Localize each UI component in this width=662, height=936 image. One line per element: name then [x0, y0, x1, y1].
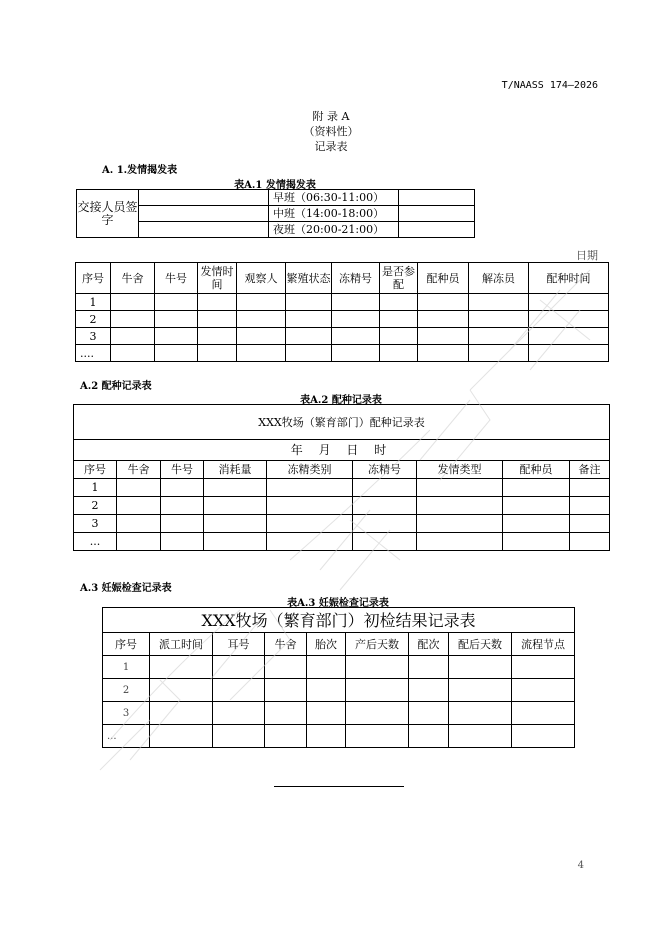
row-index: 3 — [103, 702, 150, 725]
page-number: 4 — [577, 860, 584, 871]
col-header: 牛号 — [155, 263, 198, 294]
row-index: 2 — [76, 311, 111, 328]
table-row — [103, 725, 575, 748]
handover-cell — [399, 206, 475, 222]
table-row — [103, 702, 575, 725]
appendix-title: 附 录 A — [312, 110, 350, 123]
col-header: 繁殖状态 — [286, 263, 332, 294]
handover-cell — [399, 190, 475, 206]
section2-heading: A.2 配种记录表 — [80, 381, 152, 392]
table-a1-caption: 表A.1 发情揭发表 — [234, 180, 316, 191]
shift-morning: 早班（06:30-11:00） — [269, 190, 399, 206]
col-header: 流程节点 — [512, 633, 575, 656]
col-header: 配种时间 — [529, 263, 609, 294]
row-index: 2 — [103, 679, 150, 702]
col-header: 冻精类别 — [267, 461, 353, 479]
handover-cell — [139, 206, 269, 222]
row-index: ... — [74, 533, 117, 551]
table-row — [76, 328, 609, 345]
table-row — [103, 656, 575, 679]
col-header: 是否参配 — [380, 263, 418, 294]
table-row — [74, 533, 610, 551]
table-row — [103, 679, 575, 702]
col-header: 配种员 — [503, 461, 570, 479]
col-header: 牛舍 — [111, 263, 155, 294]
table-a2-date-line: 年 月 日 时 — [74, 440, 610, 461]
col-header: 牛舍 — [265, 633, 307, 656]
handover-table — [76, 189, 475, 238]
col-header: 观察人 — [237, 263, 286, 294]
table-row — [74, 515, 610, 533]
col-header: 序号 — [103, 633, 150, 656]
col-header: 配次 — [409, 633, 449, 656]
col-header: 备注 — [570, 461, 610, 479]
col-header: 消耗量 — [204, 461, 267, 479]
end-rule — [274, 786, 404, 787]
col-header: 牛舍 — [117, 461, 161, 479]
row-index: ... — [103, 725, 150, 748]
table-a2-caption: 表A.2 配种记录表 — [300, 395, 382, 406]
date-label: 日期 — [576, 249, 598, 262]
row-index: 3 — [74, 515, 117, 533]
col-header: 发情类型 — [417, 461, 503, 479]
col-header: 序号 — [76, 263, 111, 294]
col-header: 序号 — [74, 461, 117, 479]
row-index: 2 — [74, 497, 117, 515]
handover-cell — [139, 222, 269, 238]
pregnancy-check-table — [102, 607, 575, 748]
appendix-type: （资料性） — [303, 125, 359, 138]
document-id: T/NAASS 174—2026 — [501, 80, 598, 91]
shift-midday: 中班（14:00-18:00） — [269, 206, 399, 222]
col-header: 派工时间 — [150, 633, 213, 656]
col-header: 产后天数 — [346, 633, 409, 656]
shift-night: 夜班（20:00-21:00） — [269, 222, 399, 238]
col-header: 冻精号 — [353, 461, 417, 479]
row-index: 3 — [76, 328, 111, 345]
col-header: 冻精号 — [332, 263, 380, 294]
row-index: 1 — [103, 656, 150, 679]
handover-cell — [139, 190, 269, 206]
col-header: 胎次 — [307, 633, 346, 656]
table-row — [76, 345, 609, 362]
table-a2-title: XXX牧场（繁育部门）配种记录表 — [74, 405, 610, 440]
col-header: 解冻员 — [469, 263, 529, 294]
row-index: .... — [76, 345, 111, 362]
breeding-table — [73, 404, 610, 551]
table-a3-caption: 表A.3 妊娠检查记录表 — [287, 598, 389, 609]
row-index: 1 — [76, 294, 111, 311]
section1-heading: A. 1.发情揭发表 — [102, 165, 178, 176]
estrus-table — [75, 262, 609, 362]
col-header: 发情时间 — [198, 263, 237, 294]
table-a3-title: XXX牧场（繁育部门）初检结果记录表 — [103, 608, 575, 633]
table-row — [76, 294, 609, 311]
table-row — [74, 479, 610, 497]
col-header: 配种员 — [418, 263, 469, 294]
section3-heading: A.3 妊娠检查记录表 — [80, 583, 172, 594]
row-index: 1 — [74, 479, 117, 497]
handover-cell — [399, 222, 475, 238]
table-row — [76, 311, 609, 328]
col-header: 配后天数 — [449, 633, 512, 656]
col-header: 耳号 — [213, 633, 265, 656]
table-row — [74, 497, 610, 515]
appendix-subtitle: 记录表 — [314, 140, 348, 153]
col-header: 牛号 — [161, 461, 204, 479]
handover-label: 交接人员签字 — [77, 190, 139, 238]
